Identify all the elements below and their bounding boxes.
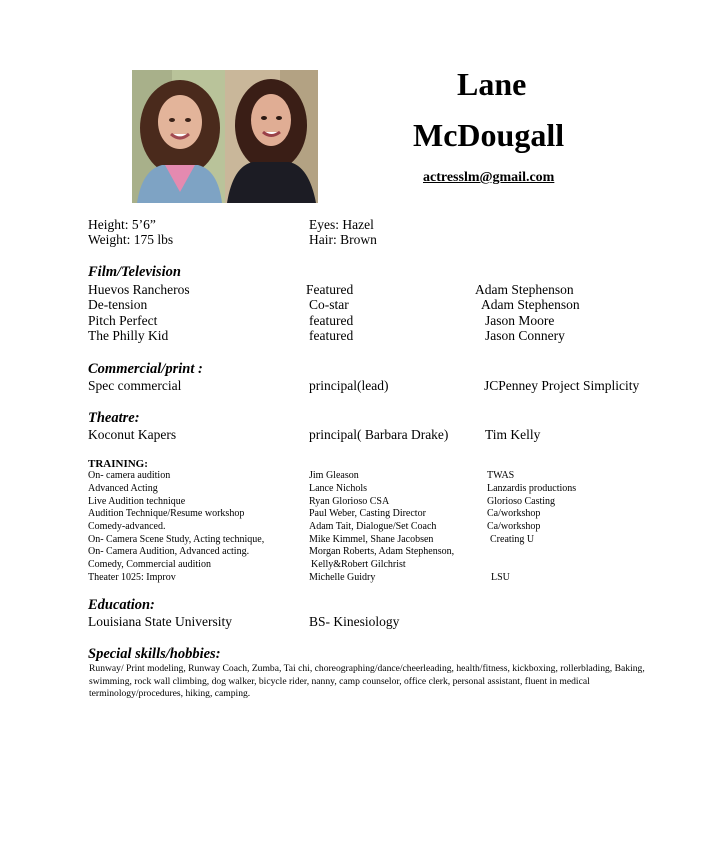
education-heading: Education:	[88, 597, 155, 613]
training-teacher: Paul Weber, Casting Director	[309, 508, 426, 519]
education-school: Louisiana State University	[88, 614, 232, 629]
training-course: Comedy-advanced.	[88, 521, 166, 532]
height-stat: Height: 5’6”	[88, 217, 156, 232]
training-course: On- Camera Audition, Advanced acting.	[88, 546, 250, 557]
training-course: Theater 1025: Improv	[88, 572, 176, 583]
training-course: On- Camera Scene Study, Acting technique,	[88, 534, 265, 545]
training-teacher: Mike Kimmel, Shane Jacobsen	[309, 534, 434, 545]
training-place: Lanzardis productions	[487, 483, 577, 494]
training-teacher: Michelle Guidry	[309, 572, 376, 583]
first-name: Lane	[457, 66, 527, 102]
credit-role: principal( Barbara Drake)	[309, 427, 449, 442]
credit-director: Adam Stephenson	[481, 297, 580, 312]
credit-director: Adam Stephenson	[475, 282, 574, 297]
credit-role: Co-star	[309, 297, 349, 312]
training-course: On- camera audition	[88, 470, 171, 481]
credit-title: Koconut Kapers	[88, 427, 177, 442]
skills-heading: Special skills/hobbies:	[88, 646, 221, 662]
training-place: LSU	[491, 572, 510, 583]
headshot-photos	[132, 70, 318, 203]
weight-stat: Weight: 175 lbs	[88, 232, 174, 247]
film-tv-heading: Film/Television	[88, 264, 181, 280]
skills-text: Runway/ Print modeling, Runway Coach, Zumba, Tai chi, choreographing/dance/cheerleading, health/fitness, kickboxing, rollerblading, Baking, swimming, rock wall climbing, dog walker, bicycle rider, nanny, camp counselor, office clerk, personal assistant, fluent in medical terminology/procedures, hiking, camping.	[89, 663, 645, 699]
theatre-heading: Theatre:	[88, 410, 140, 426]
credit-title: Huevos Rancheros	[88, 282, 190, 297]
credit-title: The Philly Kid	[88, 328, 169, 343]
training-teacher: Adam Tait, Dialogue/Set Coach	[309, 521, 437, 532]
credit-role: principal(lead)	[309, 378, 389, 393]
credit-director: Tim Kelly	[485, 427, 541, 442]
training-heading: TRAINING:	[88, 458, 148, 470]
commercial-heading: Commercial/print :	[88, 361, 203, 377]
training-place: Glorioso Casting	[487, 496, 556, 507]
training-teacher: Ryan Glorioso CSA	[309, 496, 390, 507]
credit-director: Jason Moore	[485, 313, 555, 328]
education-degree: BS- Kinesiology	[309, 614, 400, 629]
eyes-stat: Eyes: Hazel	[309, 217, 374, 232]
training-teacher: Lance Nichols	[309, 483, 368, 494]
training-place: Ca/workshop	[487, 508, 541, 519]
credit-title: Spec commercial	[88, 378, 182, 393]
training-course: Advanced Acting	[88, 483, 158, 494]
credit-title: De-tension	[88, 297, 148, 312]
training-teacher: Kelly&Robert Gilchrist	[311, 559, 406, 570]
headshot-photo-left	[132, 70, 225, 203]
credit-role: featured	[309, 313, 354, 328]
training-teacher: Jim Gleason	[309, 470, 359, 481]
training-course: Live Audition technique	[88, 496, 186, 507]
training-course: Audition Technique/Resume workshop	[88, 508, 245, 519]
email-link[interactable]: actresslm@gmail.com	[423, 170, 555, 185]
training-place: Ca/workshop	[487, 521, 541, 532]
credit-title: Pitch Perfect	[88, 313, 158, 328]
training-course: Comedy, Commercial audition	[88, 559, 211, 570]
credit-role: Featured	[306, 282, 354, 297]
headshot-photo-right	[225, 70, 318, 203]
training-place: TWAS	[487, 470, 515, 481]
training-place: Creating U	[490, 534, 535, 545]
credit-director: JCPenney Project Simplicity	[484, 378, 640, 393]
credit-role: featured	[309, 328, 354, 343]
credit-director: Jason Connery	[485, 328, 565, 343]
hair-stat: Hair: Brown	[309, 232, 377, 247]
training-teacher: Morgan Roberts, Adam Stephenson,	[309, 546, 455, 557]
last-name: McDougall	[413, 117, 565, 153]
